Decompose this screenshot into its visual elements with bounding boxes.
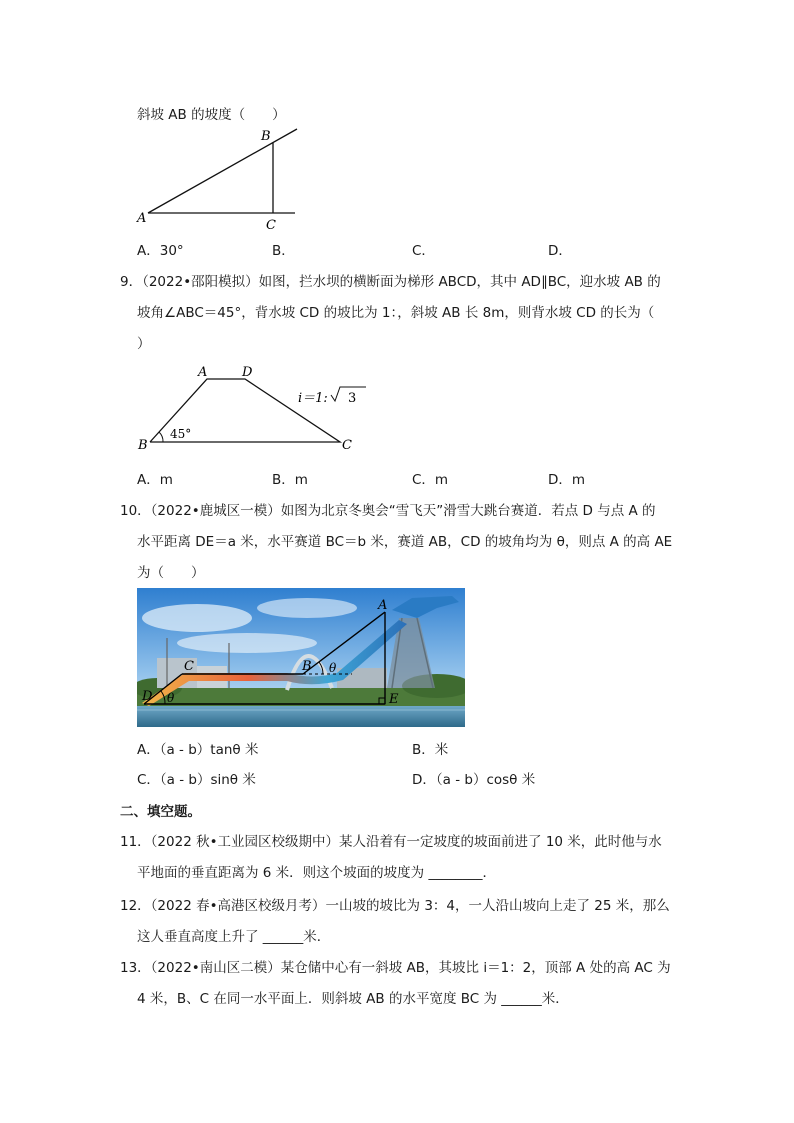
q11-line2: 平地面的垂直距离为 6 米．则这个坡面的坡度为 ________． <box>137 865 496 881</box>
q10-label-b: B <box>302 659 312 674</box>
q8-option-c: C． <box>412 243 435 259</box>
q9-label-d: D <box>242 365 253 380</box>
q10-label-a: A <box>378 598 388 613</box>
q10-line3: 为（ ） <box>137 565 205 581</box>
q9-label-a: A <box>198 365 208 380</box>
q10-option-c: C．（a - b）sinθ 米 <box>137 772 256 788</box>
q10-photo-figure <box>137 588 465 727</box>
q9-option-a: A．m <box>137 472 173 488</box>
q8-label-c: C <box>266 218 276 233</box>
q9-option-c: C．m <box>412 472 449 488</box>
q8-label-b: B <box>261 129 271 144</box>
q13-line2: 4 米，B、C 在同一水平面上．则斜坡 AB 的水平宽度 BC 为 ______米． <box>137 991 569 1007</box>
q10-option-d: D．（a - b）cosθ 米 <box>412 772 536 788</box>
q9-label-b: B <box>138 438 148 453</box>
q9-option-d: D．m <box>548 472 586 488</box>
q9-option-b: B．m <box>272 472 308 488</box>
q8-figure <box>135 122 310 234</box>
q10-theta-1: θ <box>167 691 175 705</box>
q9-ratio-radicand: 3 <box>348 391 357 406</box>
q10-label-d: D <box>142 689 153 704</box>
q8-label-a: A <box>137 211 147 226</box>
q9-label-c: C <box>342 438 352 453</box>
q9-figure <box>135 362 370 454</box>
q9-line1: 9．（2022•邵阳模拟）如图，拦水坝的横断面为梯形 ABCD，其中 AD∥BC，迎水坡 AB 的 <box>120 274 661 290</box>
q11-line1: 11．（2022 秋•工业园区校级期中）某人沿着有一定坡度的坡面前进了 10 米，此时他与水 <box>120 834 662 850</box>
q10-label-e: E <box>389 692 399 707</box>
q8-option-a: A．30° <box>137 243 184 259</box>
q9-ratio-label: i＝1: <box>298 391 328 406</box>
q9-angle-label: 45° <box>170 427 192 441</box>
q10-theta-2: θ <box>329 661 337 675</box>
q10-option-b: B．米 <box>412 742 449 758</box>
q10-line1: 10．（2022•鹿城区一模）如图为北京冬奥会“雪飞天”滑雪大跳台赛道．若点 D 与点 A 的 <box>120 503 656 519</box>
q12-line1: 12．（2022 春•高港区校级月考）一山坡的坡比为 3：4，一人沿山坡向上走了 25 米，那么 <box>120 898 670 914</box>
q8-option-d: D． <box>548 243 572 259</box>
q13-line1: 13．（2022•南山区二模）某仓储中心有一斜坡 AB，其坡比 i＝1：2，顶部 A 处的高 AC 为 <box>120 960 671 976</box>
q10-label-c: C <box>184 659 194 674</box>
q9-line2: 坡角∠ABC＝45°，背水坡 CD 的坡比为 1：，斜坡 AB 长 8m，则背水坡 CD 的长为（ <box>137 305 655 321</box>
q8-option-b: B． <box>272 243 295 259</box>
q9-line3: ） <box>137 336 151 352</box>
q10-option-a: A．（a - b）tanθ 米 <box>137 742 259 758</box>
q8-stem-tail: 斜坡 AB 的坡度（ ） <box>137 107 286 123</box>
q10-line2: 水平距离 DE＝a 米，水平赛道 BC＝b 米，赛道 AB，CD 的坡角均为 θ，则点 A 的高 AE <box>137 534 673 550</box>
section-heading: 二、填空题。 <box>120 804 201 820</box>
q12-line2: 这人垂直高度上升了 ______米． <box>137 929 331 945</box>
